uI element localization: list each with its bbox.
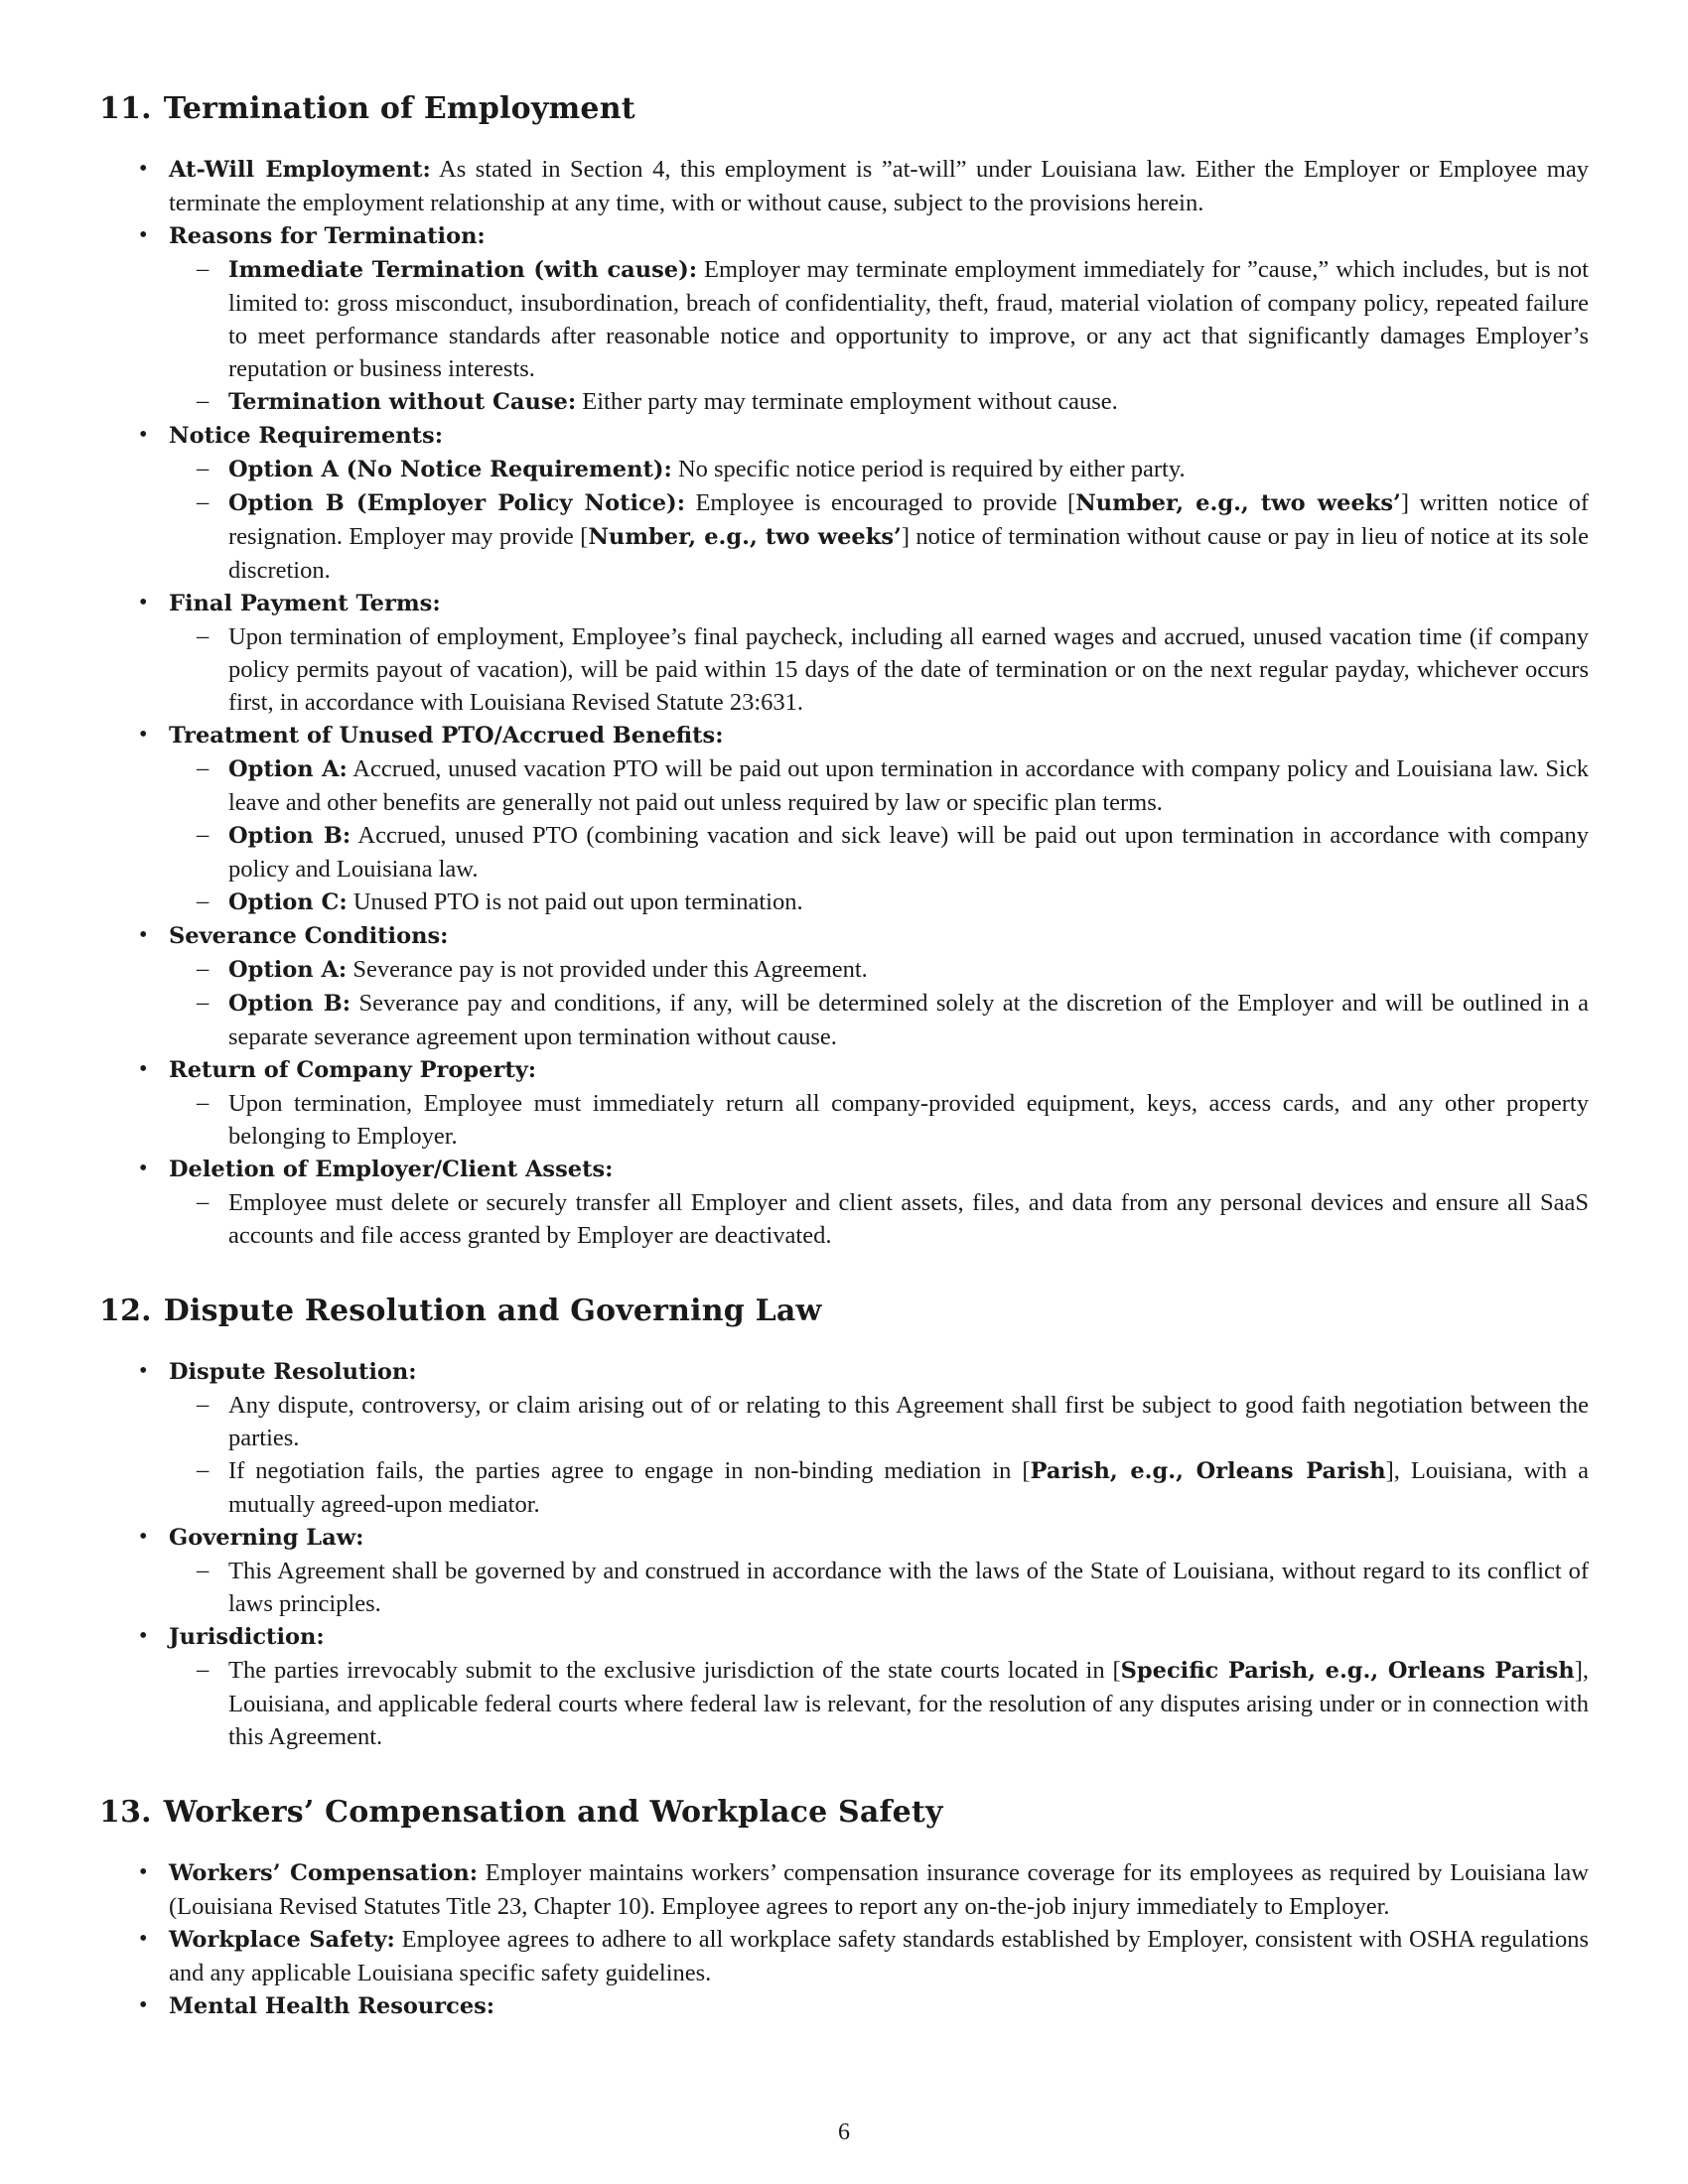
sublist-item: – Upon termination, Employee must immediately return all company-provided equipment, keys, access cards, and any other property belonging to Employer. bbox=[169, 1087, 1589, 1153]
section-number: 13. bbox=[99, 1795, 152, 1830]
page-number: 6 bbox=[838, 2119, 850, 2145]
sub-label: Option B: bbox=[228, 823, 352, 849]
section-11-heading bbox=[99, 91, 1589, 127]
section-11-list bbox=[99, 153, 1589, 1252]
sub-label: Termination without Cause: bbox=[228, 389, 577, 415]
sub-text: Accrued, unused PTO (combining vacation and sick leave) will be paid out upon termination in accordance with company policy and Louisiana law. bbox=[228, 822, 1590, 883]
item-label: At-Will Employment: bbox=[169, 157, 431, 183]
sub-text: ], Louisiana, and applicable federal courts where federal law is relevant, for the resolution of any disputes arising under or in connection with this Agreement. bbox=[228, 1657, 1589, 1750]
list-item-at-will bbox=[99, 153, 1589, 219]
sub-text: No specific notice period is required by either party. bbox=[671, 456, 1186, 482]
placeholder: Specific Parish, e.g., Orleans Parish bbox=[1120, 1658, 1575, 1684]
sublist-item-option-b bbox=[169, 819, 1589, 886]
list-item-governing-law bbox=[99, 1521, 1589, 1620]
sub-text: Either party may terminate employment without cause. bbox=[576, 388, 1118, 415]
item-label: Workplace Safety: bbox=[169, 1927, 395, 1953]
item-label: Notice Requirements: bbox=[169, 423, 444, 449]
sub-text: The parties irrevocably submit to the exclusive jurisdiction of the state courts located in [ bbox=[228, 1657, 1121, 1684]
sublist bbox=[169, 1186, 1589, 1252]
item-label: Jurisdiction: bbox=[169, 1624, 325, 1650]
sublist-item-option-c bbox=[169, 886, 1589, 919]
section-12-heading bbox=[99, 1294, 1589, 1329]
sub-label: Option A: bbox=[228, 756, 348, 782]
item-label: Governing Law: bbox=[169, 1525, 364, 1551]
item-label: Return of Company Property: bbox=[169, 1057, 537, 1083]
sub-text: Severance pay and conditions, if any, will be determined solely at the discretion of the Employer and will be outlined in a separate severance agreement upon termination without cause. bbox=[228, 990, 1589, 1050]
sub-text: ] written notice of resignation. Employer may provide [ bbox=[228, 489, 1589, 550]
sublist bbox=[169, 752, 1589, 919]
section-title: Dispute Resolution and Governing Law bbox=[163, 1294, 822, 1328]
placeholder: Number, e.g., two weeks’ bbox=[1075, 490, 1401, 516]
sublist bbox=[169, 1389, 1589, 1521]
sublist-item bbox=[169, 1654, 1589, 1753]
item-text: As stated in Section 4, this employment is ”at-will” under Louisiana law. Either the Employer or Employee may terminate the employment relationship at any time, with or without cause, subject to the provisions herein. bbox=[169, 156, 1589, 216]
list-item-pto bbox=[99, 719, 1589, 919]
sub-label: Option B: bbox=[228, 991, 352, 1017]
sublist bbox=[169, 1555, 1589, 1620]
list-item-notice bbox=[99, 419, 1589, 587]
list-item-jurisdiction bbox=[99, 1620, 1589, 1753]
list-item-dispute bbox=[99, 1355, 1589, 1521]
list-item-mental-health bbox=[99, 1989, 1589, 2023]
sub-label: Option B (Employer Policy Notice): bbox=[228, 490, 686, 516]
item-text: Employer maintains workers’ compensation insurance coverage for its employees as required by Louisiana law (Louisiana Revised Statutes Title 23, Chapter 10). Employee agrees to report any on-the-job injury immediately to Employer. bbox=[169, 1859, 1589, 1920]
sub-label: Option A: bbox=[228, 957, 348, 983]
placeholder: Parish, e.g., Orleans Parish bbox=[1030, 1458, 1386, 1484]
sublist bbox=[169, 953, 1589, 1053]
list-item-final-payment bbox=[99, 587, 1589, 719]
list-item-workers-comp bbox=[99, 1856, 1589, 1923]
sublist bbox=[169, 1654, 1589, 1753]
section-13-list bbox=[99, 1856, 1589, 2023]
section-title: Workers’ Compensation and Workplace Safety bbox=[163, 1795, 943, 1830]
placeholder: Number, e.g., two weeks’ bbox=[588, 524, 902, 550]
sublist bbox=[169, 620, 1589, 719]
item-label: Dispute Resolution: bbox=[169, 1359, 417, 1385]
list-item-property bbox=[99, 1053, 1589, 1153]
sub-text: ], Louisiana, with a mutually agreed-upon mediator. bbox=[228, 1457, 1589, 1518]
sublist bbox=[169, 1087, 1589, 1153]
sub-text: Employer may terminate employment immediately for ”cause,” which includes, but is not limited to: gross misconduct, insubordination, breach of confidentiality, theft, fraud, material violation of company policy, repeated failure to meet performance standards after reasonable notice and opportunity to improve, or any act that significantly damages Employer’s reputation or business interests. bbox=[228, 256, 1589, 382]
section-spacer bbox=[99, 1753, 1589, 1795]
sub-text: Severance pay is not provided under this Agreement. bbox=[347, 956, 868, 983]
list-item-workplace-safety bbox=[99, 1923, 1589, 1989]
sublist-item: – Any dispute, controversy, or claim arising out of or relating to this Agreement shall first be subject to good faith negotiation between the parties. bbox=[169, 1389, 1589, 1454]
list-item-reasons bbox=[99, 219, 1589, 419]
sublist-item-without-cause bbox=[169, 385, 1589, 419]
sublist bbox=[169, 453, 1589, 587]
sublist-item-option-b bbox=[169, 486, 1589, 587]
item-label: Treatment of Unused PTO/Accrued Benefits: bbox=[169, 723, 724, 749]
sub-label: Immediate Termination (with cause): bbox=[228, 257, 698, 283]
sub-text: Employee is encouraged to provide [ bbox=[685, 489, 1076, 516]
sub-text: If negotiation fails, the parties agree to engage in non-binding mediation in [ bbox=[228, 1457, 1031, 1484]
list-item-severance bbox=[99, 919, 1589, 1053]
sub-label: Option A (No Notice Requirement): bbox=[228, 457, 672, 482]
item-label: Reasons for Termination: bbox=[169, 223, 486, 249]
section-title: Termination of Employment bbox=[163, 91, 635, 126]
sub-text: Unused PTO is not paid out upon termination. bbox=[347, 888, 803, 915]
item-label: Final Payment Terms: bbox=[169, 591, 441, 616]
sublist-item: – This Agreement shall be governed by and construed in accordance with the laws of the State of Louisiana, without regard to its conflict of laws principles. bbox=[169, 1555, 1589, 1620]
item-label: Workers’ Compensation: bbox=[169, 1860, 478, 1886]
section-12-list bbox=[99, 1355, 1589, 1753]
list-item-deletion bbox=[99, 1153, 1589, 1252]
section-13-heading bbox=[99, 1795, 1589, 1831]
sublist-item-option-a bbox=[169, 752, 1589, 819]
sublist-item-option-b bbox=[169, 987, 1589, 1053]
sublist bbox=[169, 253, 1589, 419]
sub-text: ] notice of termination without cause or pay in lieu of notice at its sole discretion. bbox=[228, 523, 1589, 584]
sublist-item-immediate bbox=[169, 253, 1589, 385]
sublist-item: – Employee must delete or securely transfer all Employer and client assets, files, and data from any personal devices and ensure all SaaS accounts and file access granted by Employer are deactivated. bbox=[169, 1186, 1589, 1252]
sublist-item-option-a bbox=[169, 953, 1589, 987]
section-number: 11. bbox=[99, 91, 152, 126]
sub-label: Option C: bbox=[228, 889, 348, 915]
item-label: Severance Conditions: bbox=[169, 923, 449, 949]
section-spacer bbox=[99, 1252, 1589, 1294]
sublist-item: – Upon termination of employment, Employee’s final paycheck, including all earned wages and accrued, unused vacation time (if company policy permits payout of vacation), will be paid within 15 days of the date of termination or on the next regular payday, whichever occurs first, in accordance with Louisiana Revised Statute 23:631. bbox=[169, 620, 1589, 719]
sublist-item-option-a bbox=[169, 453, 1589, 486]
sublist-item bbox=[169, 1454, 1589, 1521]
item-label: Deletion of Employer/Client Assets: bbox=[169, 1157, 614, 1182]
document-page bbox=[99, 91, 1589, 2023]
sub-text: Accrued, unused vacation PTO will be paid out upon termination in accordance with company policy and Louisiana law. Sick leave and other benefits are generally not paid out unless required by law or specific plan terms. bbox=[228, 755, 1589, 816]
section-number: 12. bbox=[99, 1294, 152, 1328]
item-label: Mental Health Resources: bbox=[169, 1993, 495, 2019]
item-text: Employee agrees to adhere to all workplace safety standards established by Employer, consistent with OSHA regulations and any applicable Louisiana specific safety guidelines. bbox=[169, 1926, 1589, 1986]
